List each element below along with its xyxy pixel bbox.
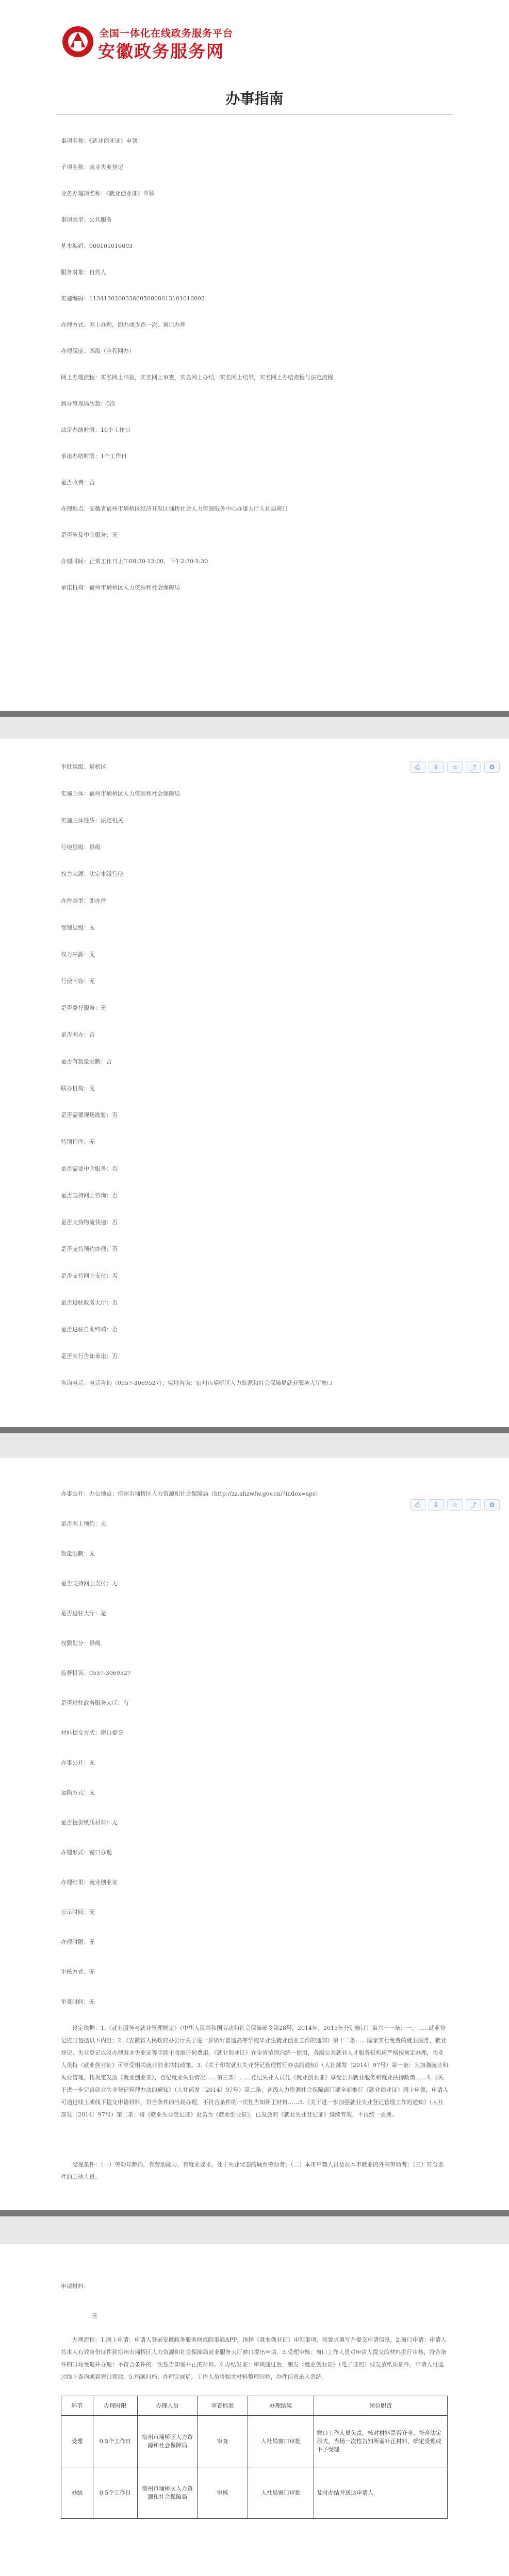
field-handling-form: 办理形式：窗口办理 (61, 1849, 112, 1856)
table-header-row (61, 2396, 448, 2416)
flow-table (61, 2396, 448, 2519)
table-cell: 窗口工作人员负责，核对材料是否齐全，符合法定形式，当场一次性告知所需补正材料，确定受理或不予受理 (314, 2416, 448, 2467)
field-handling-depth: 办理深度：四级（全程网办） (61, 348, 135, 354)
field-authority-split: 权限划分：县级 (61, 1640, 101, 1647)
bookmark-icon[interactable]: ☆ (447, 761, 463, 773)
site-title[interactable]: 安徽政务服务网 (98, 42, 224, 61)
field-entrusted: 是否委托服务：无 (61, 1005, 106, 1011)
field-impl-body: 实施主体：宿州市埇桥区人力资源和社会保障局 (61, 790, 180, 797)
table-header-cell: 办理人员 (138, 2396, 198, 2416)
share-icon[interactable]: ⤴ (466, 1499, 481, 1511)
field-exercise-level: 行使层级：县级 (61, 844, 101, 851)
field-impl-body-nature: 实施主体性质：法定机关 (61, 817, 123, 824)
site-header (0, 0, 509, 72)
field-consult-phone: 咨询电话：电话咨询（0557-3069527）；实地咨询：宿州市埇桥区人力资源和社会保障局就业服务大厅窗口 (61, 1380, 333, 1386)
page-toolbar (410, 1499, 500, 1511)
field-review-method: 审核方式：无 (61, 1969, 95, 1975)
field-limit: 办理时限：无 (61, 1939, 95, 1945)
field-approval-level: 审批层级：埇桥区 (61, 764, 106, 770)
field-online-payment: 是否支持网上支付：否 (61, 1273, 118, 1279)
bookmark-icon[interactable]: ☆ (447, 1499, 463, 1511)
field-payment: 是否支持网上支付：无 (61, 1580, 118, 1587)
page-toolbar (410, 761, 500, 773)
field-item-name: 事项名称：《就业创业证》申领 (61, 138, 138, 144)
field-online-flow: 网上办理流程：实名网上申报，实名网上审查，实名网上办结，实名网上结果，实名网上办结流程与法定流程 (61, 374, 333, 381)
field-site-survey: 是否需要现场勘验：否 (61, 1112, 118, 1118)
field-transport: 运输方式：无 (61, 1789, 95, 1796)
table-cell: 人社局窗口审批 (248, 2416, 314, 2467)
process-paragraph: 办理流程：1.网上申请：申请人登录安徽政务服务网或皖事通APP，选择《就业创业证》申领事项，按要求填写并提交申请信息。2.窗口申请：申请人持本人有效身份证件到宿州市埇桥区人力资源和社会保障局就业服务大厅窗口提出申请。3.受理审核：窗口工作人员对申请人提交的材料进行审核，符合条件的当场受理并办理；不符合条件的一次性告知需补正的材料。4.办结发证：审核通过后，制发《就业创业证》（电子证照）或发放纸质证件，申请人可通过线上查询或到窗口领取。5.档案归档：办理完成后，工作人员将相关材料整理归档，办件信息录入系统。 (61, 2336, 447, 2380)
field-handling-method: 办理方式：网上办理，即办或少跑一次，窗口办理 (61, 321, 186, 328)
field-location: 办理地点：安徽省宿州市埇桥区经济开发区埇桥社会人力资源服务中心办事大厅人社局窗口 (61, 505, 288, 512)
field-quantity-limit: 是否有数量限制：否 (61, 1058, 112, 1065)
table-row (61, 2416, 448, 2467)
legal-basis-paragraph: 设定依据：1.《就业服务与就业管理规定》（中华人民共和国劳动和社会保障部令第28号，2014年、2015年分别修订）第六十一条：一、……就业登记应当包括以下内容；2.《安徽省人民政府办公厅关于进一步做好普通高等学校毕业生就业创业工作的通知》第十二条……国家实行免费的就业服务，就业登记、失业登记以及办理就业失业证等手续不收取任何费用。《就业创业证》在全省范围内统一使用，各级公共就业人才服务机构应严格按规定办理，失业人员持《就业创业证》可享受相关就业创业扶持政策。3.《关于印发就业失业登记管理暂行办法的通知》（人社部发〔2014〕97号）第一条：为加强就业和失业管理，按规定发放《就业创业证》，登记就业失业情况……第三条：……登记失业人员凭《就业创业证》享受公共就业服务和就业扶持政策……4.《关于进一步完善就业失业登记管理办法的通知》（人社部发〔2014〕97号）第二条：各级人力资源社会保障部门要全面推行《就业创业证》网上申领，申请人可通过线上或线下提交申请材料，符合条件的当场办理，不符合条件的一次性告知补正材料……5.《关于进一步加强就业失业登记管理工作的通知》（人社部发〔2014〕97号）第二条：将《就业失业登记证》更名为《就业创业证》，已发放的《就业失业登记证》继续有效，不再统一更换。 (61, 2025, 449, 2118)
site-logo-icon[interactable] (61, 25, 95, 59)
share-icon[interactable]: ⤴ (466, 761, 481, 773)
field-service-target: 服务对象：自然人 (61, 269, 106, 276)
print-icon[interactable]: ⎙ (410, 1499, 425, 1511)
field-express: 是否支持物流快递：否 (61, 1219, 118, 1226)
table-header-cell: 环节 (61, 2396, 93, 2416)
settings-icon[interactable]: ⚙ (484, 761, 500, 773)
field-charge: 是否收费：否 (61, 479, 95, 486)
field-hall: 是否进驻政务大厅：否 (61, 1299, 118, 1306)
field-appointment: 是否支持预约办理：否 (61, 1246, 118, 1252)
field-terminal: 是否进驻自助终端：否 (61, 1326, 118, 1333)
table-cell: 0.5个工作日 (93, 2416, 138, 2467)
field-in-hall: 是否进驻大厅：是 (61, 1610, 106, 1617)
field-online-appointment: 是否网上预约：无 (61, 1520, 106, 1527)
site-subtitle: 全国一体化在线政务服务平台 (99, 28, 234, 39)
field-public: 办事公开：无 (61, 1759, 95, 1766)
field-publicity-time: 公示时间：无 (61, 1909, 95, 1916)
table-row (61, 2467, 448, 2519)
title-divider (57, 114, 452, 115)
field-submit-method: 材料提交方式：窗口提交 (61, 1730, 123, 1736)
doc-title: 办事指南 (225, 90, 284, 107)
table-header-cell: 办理结果 (248, 2396, 314, 2416)
table-cell: 人社局窗口审批 (248, 2467, 314, 2519)
table-cell: 及时办结并送达申请人 (314, 2467, 448, 2519)
field-impl-code: 实施编码：11341302003366050800013101016003 (61, 295, 205, 302)
page-gap (0, 2210, 509, 2244)
download-icon[interactable]: ⇩ (429, 761, 444, 773)
field-special-procedure: 特别程序：无 (61, 1139, 95, 1145)
table-header-cell: 办理时限 (93, 2396, 138, 2416)
field-accept-level: 受理层级：无 (61, 924, 95, 931)
materials-value: 无 (92, 2313, 97, 2319)
table-header-cell: 岗位职责 (314, 2396, 448, 2416)
field-power-source: 权力来源：法定本级行使 (61, 871, 123, 877)
field-business-item: 业务办理项名称：《就业创业证》申领 (61, 190, 155, 197)
field-review-time: 审查时间：无 (61, 1998, 95, 2005)
field-online-consult: 是否支持网上咨询：否 (61, 1192, 118, 1199)
field-result: 办理结果：就业创业证 (61, 1879, 118, 1886)
field-public-url: 办事公开：办公地点：宿州市埇桥区人力资源和社会保障局（http://zz.ahzwfw.gov.cn/?index=sps） (61, 1490, 321, 1497)
table-cell: 宿州市埇桥区人力资源和社会保障局 (138, 2467, 198, 2519)
print-icon[interactable]: ⎙ (410, 761, 425, 773)
download-icon[interactable]: ⇩ (429, 1499, 444, 1511)
conditions-paragraph: 受理条件：（一）劳动年龄内，有劳动能力、有就业要求、处于失业状态的城乡劳动者；（二）本市户籍人员及在本市就业的外来劳动者；（三）符合条件的其他人员。 (61, 2161, 444, 2180)
field-online: 是否网办：否 (61, 1031, 95, 1038)
field-paper-material: 是否提供纸质材料：无 (61, 1819, 118, 1826)
field-intermediary-2: 是否需要中介服务：否 (61, 1165, 118, 1172)
field-intermediary: 是否涉及中介服务：无 (61, 532, 118, 538)
table-cell: 审核 (198, 2467, 248, 2519)
field-visit-count: 到办事现场次数：0次 (61, 400, 116, 407)
settings-icon[interactable]: ⚙ (484, 1499, 500, 1511)
field-case-type: 办件类型：即办件 (61, 897, 106, 904)
table-header-cell: 审查标准 (198, 2396, 248, 2416)
table-cell: 办结 (61, 2467, 93, 2519)
field-promise-limit: 承诺办结时限：1个工作日 (61, 453, 127, 460)
table-cell: 宿州市埇桥区人力资源和社会保障局 (138, 2416, 198, 2467)
field-joint-org: 联办机构：无 (61, 1085, 95, 1092)
field-notice-commit: 是否实行告知承诺：否 (61, 1353, 118, 1360)
field-supervision: 监督投诉：0557-3069527 (61, 1670, 131, 1676)
table-cell: 0.5个工作日 (93, 2467, 138, 2519)
field-sub-item: 子项名称：就业失业登记 (61, 164, 123, 171)
field-commitment-org: 承诺机构：宿州市埇桥区人力资源和社会保障局 (61, 584, 180, 591)
field-basic-code: 基本编码：000101016003 (61, 243, 133, 249)
table-cell: 受理 (61, 2416, 93, 2467)
page-gap (0, 711, 509, 739)
field-hall-entry: 是否进驻政务服务大厅：有 (61, 1700, 129, 1706)
field-power-source-2: 权力来源：无 (61, 951, 95, 958)
materials-label: 申请材料： (61, 2283, 89, 2290)
field-quantity: 数量限制：无 (61, 1550, 95, 1557)
table-cell: 审查 (198, 2416, 248, 2467)
page-gap (0, 1427, 509, 1458)
field-exercise-content: 行使内容：无 (61, 978, 95, 985)
field-office-hours: 办理时间：正常工作日上午08:30-12:00，下午2:30-5:30 (61, 558, 208, 565)
field-item-type: 事项类型：公共服务 (61, 216, 112, 223)
field-legal-limit: 法定办结时限：10个工作日 (61, 427, 130, 433)
